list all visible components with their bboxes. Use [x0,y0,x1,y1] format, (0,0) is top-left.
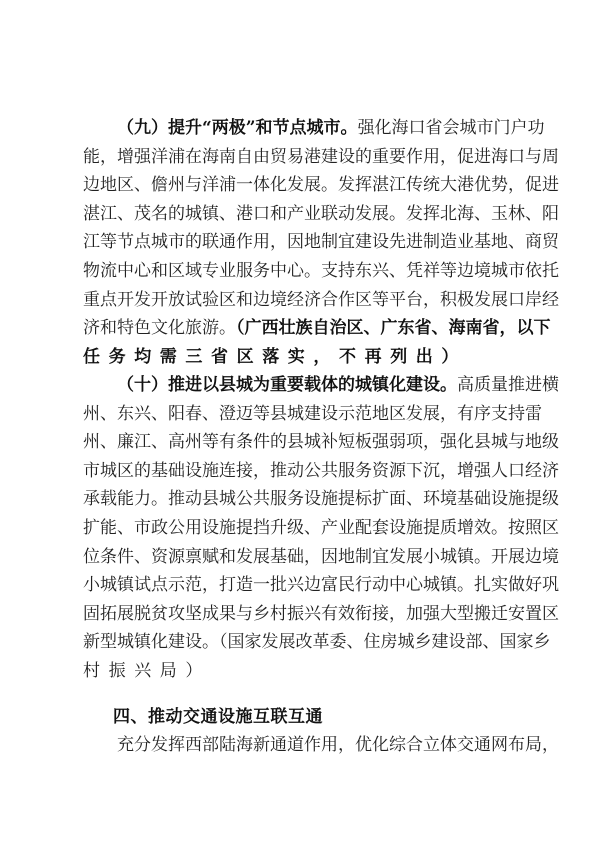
text-line [83,574,559,596]
text-segment: 州、廉江、高州等有条件的县城补短板强弱项，强化县城与地级 [83,432,559,453]
text-segment: 承载能力。推动县城公共服务设施提标扩面、环境基础设施提级 [83,489,559,510]
text-segment: 江等节点城市的联通作用，因地制宜建设先进制造业基地、商贸 [83,232,559,253]
text-segment: 湛江、茂名的城镇、港口和产业联动发展。发挥北海、玉林、阳 [83,203,559,224]
text-line [83,460,559,482]
text-line [83,317,551,339]
text-segment: 州、东兴、阳春、澄迈等县城建设示范地区发展，有序支持雷 [83,403,542,424]
text-segment: 位条件、资源禀赋和发展基础，因地制宜发展小城镇。开展边境 [83,546,559,567]
text-line [83,660,520,682]
text-segment: 新型城镇化建设。（国家发展改革委、住房城乡建设部、国家乡 [83,632,551,653]
bold-text-segment: （广西壮族自治区、广东省、海南省，以下 [236,318,551,339]
text-line [83,403,542,425]
text-line [83,289,559,311]
text-segment: 边地区、儋州与洋浦一体化发展。发挥湛江传统大港优势，促进 [83,175,559,196]
text-segment: 物流中心和区域专业服务中心。支持东兴、凭祥等边境城市依托 [83,261,559,281]
text-segment: 高质量推进横 [457,375,559,395]
text-line [117,117,545,139]
text-line [83,603,559,625]
text-line [83,260,559,282]
text-line [83,346,520,368]
text-line [83,231,559,253]
text-segment: 济和特色文化旅游。 [83,318,236,339]
text-segment: 小城镇试点示范，打造一批兴边富民行动中心城镇。扎实做好巩 [83,575,559,596]
section-heading: 四、推动交通设施互联互通 [113,707,323,727]
bold-text-segment: （九）提升“两极”和节点城市。 [117,118,358,138]
text-line [83,174,559,196]
text-line [83,203,559,225]
bold-text-segment: 任务均需三省区落实，不再列出） [83,346,467,367]
text-segment: 村振兴局） [83,661,211,681]
text-line [83,431,559,453]
text-line [117,734,559,756]
text-segment: 能，增强洋浦在海南自由贸易港建设的重要作用，促进海口与周 [83,146,559,167]
text-segment: 强化海口省会城市门户功 [357,118,545,138]
text-line [117,374,559,396]
text-line [83,631,551,653]
bold-text-segment: （十）推进以县城为重要载体的城镇化建设。 [117,375,457,395]
text-line [83,146,559,168]
text-segment: 市城区的基础设施连接，推动公共服务资源下沉，增强人口经济 [83,460,559,481]
text-segment: 扩能、市政公用设施提挡升级、产业配套设施提质增效。按照区 [83,518,559,538]
text-segment: 重点开发开放试验区和边境经济合作区等平台，积极发展口岸经 [83,289,559,310]
text-line [83,517,559,539]
text-segment: 固拓展脱贫攻坚成果与乡村振兴有效衔接，加强大型搬迁安置区 [83,603,559,624]
text-line [83,488,559,510]
text-line [83,546,559,568]
text-segment: 充分发挥西部陆海新通道作用，优化综合立体交通网布局， [117,735,559,755]
